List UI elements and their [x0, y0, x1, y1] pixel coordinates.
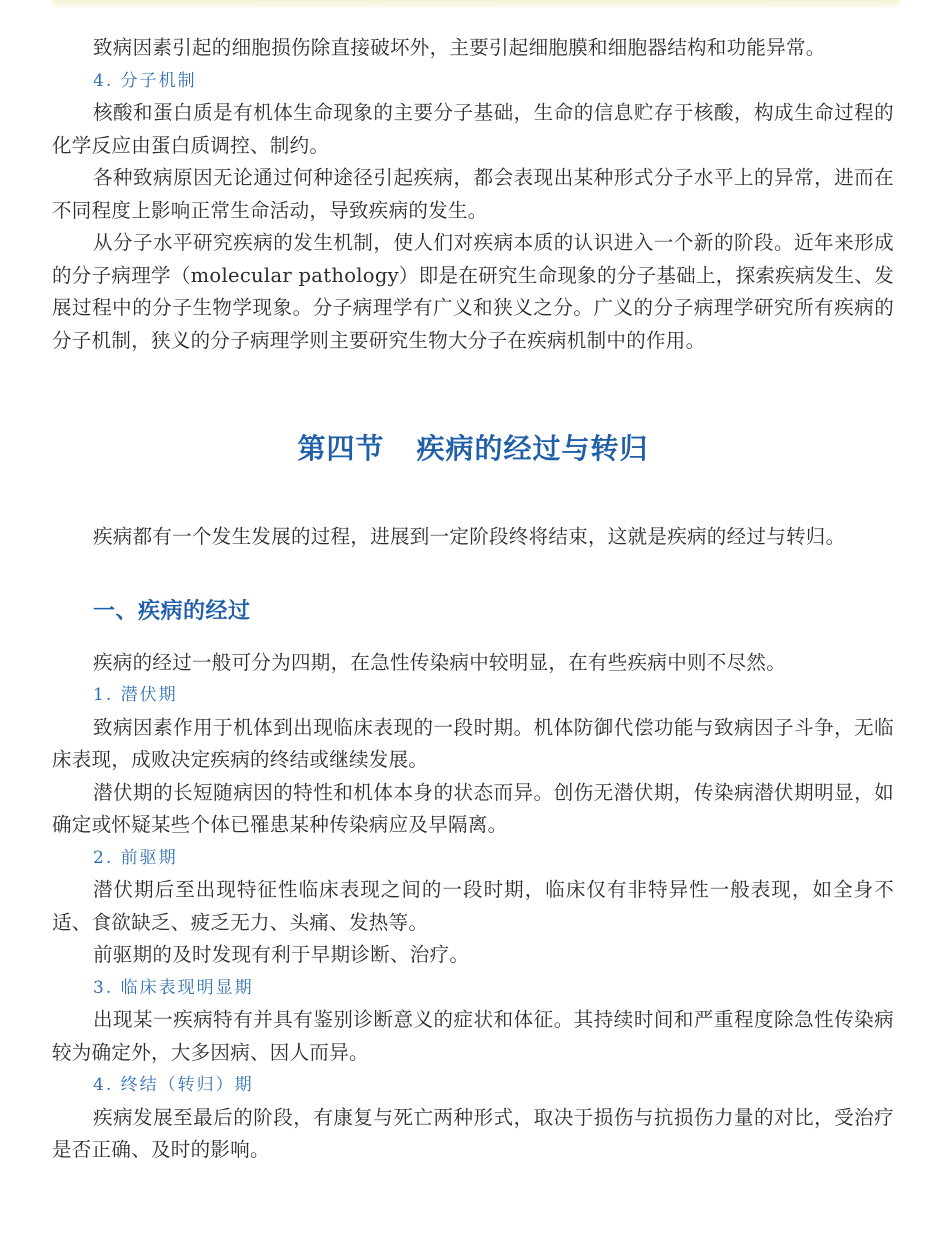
- paragraph-clinical-1: 出现某一疾病特有并具有鉴别诊断意义的症状和体征。其持续时间和严重程度除急性传染病较为确定外，大多因病、因人而异。: [52, 1008, 894, 1064]
- subheading-outcome: 4. 终结（转归）期: [93, 1075, 254, 1095]
- paragraph-prodromal-2: 前驱期的及时发现有利于早期诊断、治疗。: [93, 943, 470, 966]
- subheading-prodromal: 2. 前驱期: [93, 847, 178, 868]
- paragraph-cell-damage: 致病因素引起的细胞损伤除直接破坏外，主要引起细胞膜和细胞器结构和功能异常。: [93, 36, 826, 59]
- paragraph-section-intro: 疾病都有一个发生发展的过程，进展到一定阶段终将结束，这就是疾病的经过与转归。: [93, 525, 846, 548]
- paragraph-nucleic-acid: 核酸和蛋白质是有机体生命现象的主要分子基础，生命的信息贮存于核酸，构成生命过程的化学反应由蛋白质调控、制约。: [52, 101, 894, 157]
- section-name: 疾病的经过与转归: [416, 432, 649, 465]
- part-title-disease-course: 一、疾病的经过: [93, 598, 251, 624]
- subheading-molecular-mechanism: 4. 分子机制: [93, 70, 197, 91]
- subheading-clinical: 3. 临床表现明显期: [93, 977, 254, 998]
- paragraph-molecular-abnormality: 各种致病原因无论通过何种途径引起疾病，都会表现出某种形式分子水平上的异常，进而在不同程度上影响正常生命活动，导致疾病的发生。: [52, 166, 894, 222]
- paragraph-prodromal-1: 潜伏期后至出现特征性临床表现之间的一段时期，临床仅有非特异性一般表现，如全身不适、食欲缺乏、疲乏无力、头痛、发热等。: [52, 878, 894, 934]
- subheading-incubation: 1. 潜伏期: [93, 685, 178, 705]
- paragraph-molecular-pathology: 从分子水平研究疾病的发生机制，使人们对疾病本质的认识进入一个新的阶段。近年来形成的分子病理学（molecular pathology）即是在研究生命现象的分子基础上，探索疾病发生、发展过程中的分子生物学现象。分子病理学有广义和狭义之分。广义的分子病理学研究所有疾病的分子机制，狭义的分子病理学则主要研究生物大分子在疾病机制中的作用。: [52, 231, 894, 352]
- paragraph-incubation-1: 致病因素作用于机体到出现临床表现的一段时期。机体防御代偿功能与致病因子斗争，无临床表现，成败决定疾病的终结或继续发展。: [52, 715, 894, 771]
- section-number: 第四节: [297, 432, 385, 465]
- paragraph-outcome-1: 疾病发展至最后的阶段，有康复与死亡两种形式，取决于损伤与抗损伤力量的对比，受治疗是否正确、及时的影响。: [52, 1105, 894, 1161]
- paragraph-four-stages: 疾病的经过一般可分为四期，在急性传染病中较明显，在有些疾病中则不尽然。: [93, 650, 787, 674]
- paragraph-incubation-2: 潜伏期的长短随病因的特性和机体本身的状态而异。创伤无潜伏期，传染病潜伏期明显，如确定或怀疑某些个体已罹患某种传染病应及早隔离。: [52, 780, 894, 836]
- section-title: [52, 427, 894, 467]
- top-decoration-band: [52, 0, 900, 7]
- page-content: [52, 32, 894, 1167]
